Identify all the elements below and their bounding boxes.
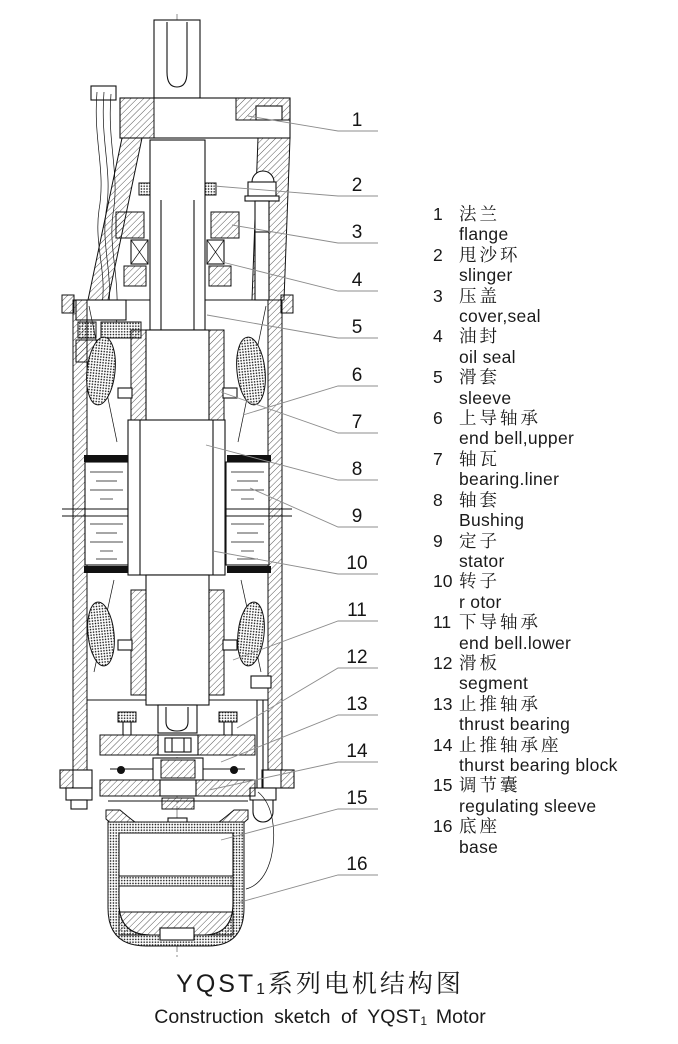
callout-number: 8 (351, 459, 363, 480)
callout-number: 7 (351, 412, 363, 433)
legend-item-end-bell-lower (433, 612, 675, 653)
legend-number: 10 (433, 571, 453, 592)
title-en-rest: Motor (435, 1006, 486, 1028)
callout-number: 6 (351, 365, 363, 386)
callout-number: 13 (346, 694, 368, 715)
title-cn-text: 系列电机结构图 (267, 970, 464, 998)
legend-name-en: segment (459, 673, 529, 694)
legend-name-en: thurst bearing block (459, 754, 618, 775)
legend-name-cn: 滑板 (459, 652, 500, 673)
legend-name-en: base (459, 836, 499, 857)
legend-name-cn: 油封 (459, 326, 500, 347)
legend-name-cn: 滑套 (459, 367, 500, 388)
legend-name-cn: 上导轴承 (459, 408, 541, 429)
legend-item-slinger (433, 245, 675, 286)
legend-name-cn: 定子 (459, 530, 500, 551)
legend-name-cn: 压盖 (459, 285, 500, 306)
legend-name-cn: 调节囊 (459, 775, 521, 796)
legend-number: 8 (433, 489, 443, 510)
legend-number: 5 (433, 367, 443, 388)
title-model-prefix: YQST (176, 970, 257, 998)
callout-4 (222, 262, 378, 291)
title-en-subscript: 1 (420, 1014, 428, 1028)
legend-name-cn: 法兰 (459, 204, 500, 224)
flange (120, 98, 290, 138)
legend-name-en: end bell,upper (459, 428, 575, 449)
callout-number: 9 (351, 506, 363, 527)
legend-item-oil-seal (433, 326, 675, 367)
legend-name-cn: 轴瓦 (459, 448, 500, 469)
legend-name-cn: 甩沙环 (459, 244, 521, 265)
callout-2 (214, 175, 378, 196)
legend-name-en: regulating sleeve (459, 795, 597, 816)
legend-item-thrust-bearing (433, 694, 675, 735)
callout-5 (207, 315, 378, 338)
parts-legend (433, 204, 675, 857)
legend-number: 14 (433, 734, 453, 755)
legend-name-cn: 止推轴承座 (459, 734, 562, 755)
legend-number: 7 (433, 448, 443, 469)
legend-number: 6 (433, 408, 443, 429)
legend-name-en: flange (459, 224, 509, 245)
callout-number: 12 (346, 647, 368, 668)
title-en-prefix: Construction sketch of YQST (154, 1006, 421, 1028)
legend-number: 3 (433, 285, 443, 306)
callout-number: 15 (346, 788, 368, 809)
legend-number: 12 (433, 652, 453, 673)
legend-name-en: slinger (459, 265, 513, 286)
legend-number: 15 (433, 775, 453, 796)
callout-number: 3 (351, 222, 363, 243)
legend-item-bearing-liner (433, 449, 675, 490)
rotor (128, 420, 225, 575)
title-chinese (0, 964, 640, 1000)
legend-number: 2 (433, 244, 443, 265)
legend-item-regulating-sleeve (433, 775, 675, 816)
legend-name-en: sleeve (459, 387, 512, 408)
legend-item-sleeve (433, 367, 675, 408)
legend-name-en: r otor (459, 591, 502, 612)
shaft-sleeve (150, 140, 205, 330)
legend-item-base (433, 816, 675, 857)
legend-name-en: end bell.lower (459, 632, 572, 653)
legend-name-cn: 轴套 (459, 489, 500, 510)
title-english (0, 1006, 640, 1029)
diagram-title (0, 964, 640, 1029)
base (108, 822, 244, 946)
legend-name-en: bearing.liner (459, 469, 560, 490)
legend-number: 16 (433, 816, 453, 837)
legend-item-cover-seal (433, 286, 675, 327)
callout-number: 14 (346, 741, 368, 762)
shaft-top (154, 20, 200, 98)
legend-number: 11 (433, 612, 452, 633)
callout-number: 11 (347, 600, 367, 621)
legend-number: 4 (433, 326, 443, 347)
legend-number: 9 (433, 530, 443, 551)
legend-name-cn: 下导轴承 (459, 612, 541, 633)
legend-name-cn: 底座 (459, 816, 500, 837)
legend-name-cn: 转子 (459, 571, 500, 592)
legend-item-flange (433, 204, 675, 245)
legend-item-end-bell-upper (433, 408, 675, 449)
legend-item-rotor (433, 571, 675, 612)
callout-number: 5 (351, 317, 363, 338)
legend-name-en: stator (459, 550, 505, 571)
legend-name-en: cover,seal (459, 306, 541, 327)
callout-number: 2 (351, 175, 363, 196)
legend-number: 1 (433, 204, 443, 224)
legend-item-bushing (433, 490, 675, 531)
legend-item-thrust-bearing-block (433, 735, 675, 776)
legend-name-en: oil seal (459, 346, 516, 367)
end-bell-lower (84, 566, 271, 733)
legend-name-en: Bushing (459, 510, 525, 531)
callout-number: 16 (346, 854, 368, 875)
legend-item-stator (433, 531, 675, 572)
legend-name-en: thrust bearing (459, 714, 571, 735)
legend-number: 13 (433, 693, 453, 714)
callout-number: 1 (351, 110, 363, 131)
legend-item-segment (433, 653, 675, 694)
callout-number: 4 (351, 270, 363, 291)
legend-name-cn: 止推轴承 (459, 693, 541, 714)
callout-number: 10 (346, 553, 368, 574)
callout-16 (237, 854, 378, 903)
title-model-subscript: 1 (256, 981, 268, 998)
